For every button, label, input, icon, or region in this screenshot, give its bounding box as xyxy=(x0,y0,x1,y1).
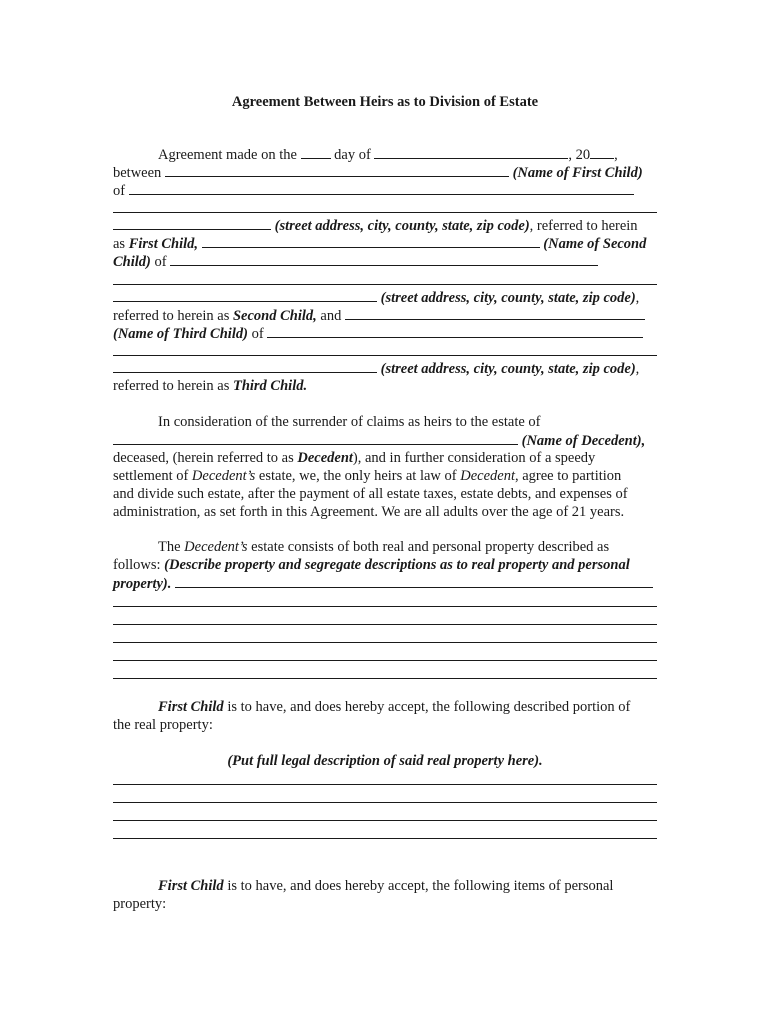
property-description-blank[interactable] xyxy=(175,574,653,588)
intro-line-9: (Name of Third Child) of xyxy=(113,324,643,343)
real-property-rule-3[interactable] xyxy=(113,820,657,821)
second-child-address-blank-2[interactable] xyxy=(113,288,377,302)
third-child-address-blank[interactable] xyxy=(267,324,643,338)
real-property-rule-1[interactable] xyxy=(113,784,657,785)
document-title: Agreement Between Heirs as to Division of Estate xyxy=(231,94,539,110)
real-property-line-2: the real property: xyxy=(113,717,213,733)
property-rule-4[interactable] xyxy=(113,660,657,661)
third-child-address-rule[interactable] xyxy=(113,355,657,356)
estate-line-3: property). xyxy=(113,574,653,593)
consideration-line-3: deceased, (herein referred to as Decedent), and in further consideration of a speedy xyxy=(113,450,596,466)
intro-line-3: of xyxy=(113,181,634,200)
estate-line-2: follows: (Describe property and segregate descriptions as to real property and personal xyxy=(113,557,630,573)
second-child-name-blank[interactable] xyxy=(202,234,540,248)
day-blank[interactable] xyxy=(301,145,331,159)
first-child-name-blank[interactable] xyxy=(165,163,509,177)
second-child-address-blank[interactable] xyxy=(170,252,598,266)
decedent-name-blank[interactable] xyxy=(113,431,518,445)
consideration-line-4: settlement of Decedent’s estate, we, the only heirs at law of Decedent, agree to partition xyxy=(113,468,622,484)
intro-line-2: between (Name of First Child) xyxy=(113,165,643,181)
property-rule-2[interactable] xyxy=(113,624,657,625)
personal-property-line-2: property: xyxy=(113,896,167,912)
third-child-name-blank[interactable] xyxy=(345,306,645,320)
year-blank[interactable] xyxy=(590,145,614,159)
real-property-line-1: First Child is to have, and does hereby accept, the following described portion of xyxy=(158,699,631,715)
intro-line-4: (street address, city, county, state, zip code), referred to herein xyxy=(113,216,638,235)
intro-line-6: Child) of xyxy=(113,252,598,271)
intro-line-5: as First Child, (Name of Second xyxy=(113,236,647,252)
estate-line-1: The Decedent’s estate consists of both real and personal property described as xyxy=(158,539,610,555)
property-rule-3[interactable] xyxy=(113,642,657,643)
intro-line-7: (street address, city, county, state, zip code), xyxy=(113,288,639,307)
first-child-address-rule[interactable] xyxy=(113,212,657,213)
real-property-rule-4[interactable] xyxy=(113,838,657,839)
intro-line-10: (street address, city, county, state, zip code), xyxy=(113,359,639,378)
third-child-term: Third Child. xyxy=(232,378,308,394)
real-property-instruction: (Put full legal description of said real property here). xyxy=(227,753,543,769)
consideration-line-5: and divide such estate, after the payment of all estate taxes, estate debts, and expenses of xyxy=(113,486,628,502)
second-child-term: Second Child, xyxy=(232,308,317,324)
consideration-line-6: administration, as set forth in this Agreement. We are all adults over the age of 21 years. xyxy=(113,504,625,520)
third-child-address-blank-2[interactable] xyxy=(113,359,377,373)
consideration-line-2: (Name of Decedent), xyxy=(113,431,645,450)
second-child-address-rule[interactable] xyxy=(113,284,657,285)
intro-line-11: referred to herein as Third Child. xyxy=(113,378,308,394)
property-rule-1[interactable] xyxy=(113,606,657,607)
first-child-address-blank[interactable] xyxy=(129,181,634,195)
first-child-address-blank-2[interactable] xyxy=(113,216,271,230)
intro-line-1: Agreement made on the day of , 20 , xyxy=(158,147,618,163)
real-property-rule-2[interactable] xyxy=(113,802,657,803)
consideration-line-1: In consideration of the surrender of claims as heirs to the estate of xyxy=(158,414,541,430)
first-child-name-label: (Name of First Child) xyxy=(512,165,643,181)
month-blank[interactable] xyxy=(374,145,568,159)
personal-property-line-1: First Child is to have, and does hereby accept, the following items of personal xyxy=(158,878,614,894)
intro-line-8: referred to herein as Second Child, and xyxy=(113,306,645,325)
first-child-term: First Child, xyxy=(128,236,199,252)
property-rule-5[interactable] xyxy=(113,678,657,679)
